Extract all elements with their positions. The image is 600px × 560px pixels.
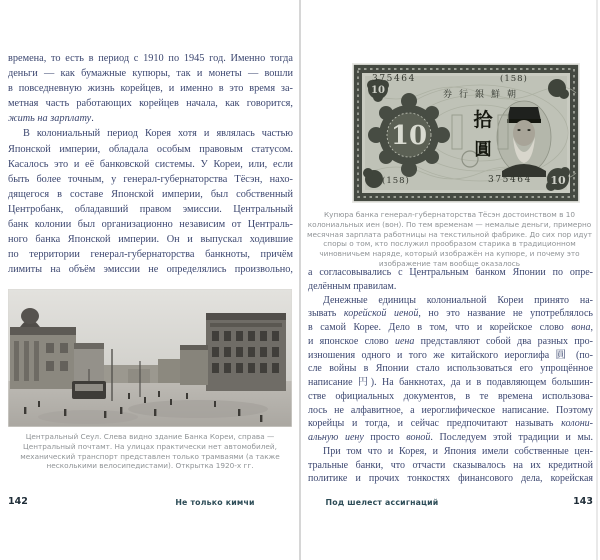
text-line: сле войны в Японии стало использоваться его упрощённое (308, 363, 593, 375)
body-text-left (8, 51, 293, 277)
text-line: тральные банки, что отчасти сказывалось на их кредитной (308, 459, 593, 471)
page-gutter (299, 0, 301, 560)
corner-10-top-left: 10 (371, 85, 385, 96)
banknote-caption: Купюра банка генерал-губернаторства Тёсэн достоинством в 10 колониальных иен (вон). По тем временам — немалые деньги, примерно месячная зарплата работницы на текстильной фабрике. До сих пор идут споры о том, кто послужил прообразом старика в традиционном чиновничьем наряде, который изображён на купюре, и почему это изображение там вообще оказалось (307, 210, 592, 268)
banknote-plate-top: (158) (500, 74, 528, 84)
text-line: Касалось это и её банковской системы. У Кореи, или, если (8, 158, 293, 170)
banknote-value-character-top: 拾 (473, 109, 493, 131)
text-line: зывать корейской иеной, но это название не употреблялось (308, 308, 593, 320)
banknote-value-character-bottom: 圓 (474, 140, 492, 160)
text-line: Японской империи, обладала особым правовым статусом. (8, 143, 293, 155)
text-line: политике и прочих тонкостях финансового дела, корейская (308, 473, 593, 485)
banknote-plate-bottom: (158) (382, 176, 410, 186)
text-line: метная часть работающих корейцев начала, как говорится, (8, 98, 293, 110)
text-line: В колониальный период Корея хотя и являлась частью (23, 128, 293, 140)
text-line: Центробанк, обладавший правом эмиссии. Центральный (8, 203, 293, 215)
text-line: времена, то есть в период с 1910 по 1945 год. Именно тогда (8, 53, 293, 64)
text-line: а согласовывались с Центральным банком Японии по опре- (308, 267, 593, 278)
banknote-serial-top: 375464 (372, 74, 416, 84)
text-line: банк колонии был организационно независим от Централь- (8, 219, 293, 231)
text-line: и японское слово иена представляют собой два разных про- (308, 335, 593, 347)
running-title-right: Под шелест ассигнаций (325, 498, 439, 507)
text-line: альную иену просто воной. Последуем этой традиции и мы. (308, 432, 593, 443)
body-text-right (308, 266, 593, 486)
text-line: делённым правилам. (308, 280, 397, 292)
photo-caption: Центральный Сеул. Слева видно здание Банка Кореи, справа — Центральный почтамт. На улицах практически нет автомобилей, механический транспорт представлен только трамваями (а также несколькими велосипедистами). Открытка 1920-х гг. (20, 432, 280, 471)
banknote-big-10: 10 (390, 121, 428, 151)
text-line: При том что и Корея, и Япония имели собственные цен- (323, 445, 593, 457)
text-line: дящегося в составе Японской империи, был собственный (8, 188, 293, 200)
text-line: стве официальных документов, в те времена использова- (308, 390, 593, 402)
banknote-bank-title: 券行銀鮮朝 (442, 90, 523, 100)
page-number-left: 142 (8, 496, 28, 507)
text-line: изношения одного и того же китайского иероглифа 圓 (по- (308, 349, 593, 361)
text-line: лось не алфавитное, а иероглифическое написание. Поэтому (308, 404, 593, 416)
page-number-right: 143 (573, 496, 593, 507)
text-line: корейцы и тогда, и сейчас предпочитают называть колони- (308, 418, 593, 430)
text-line: лимиты на объём эмиссии не определялись произвольно, (8, 264, 293, 276)
banknote-image (352, 63, 580, 203)
running-title-left: Не только кимчи (175, 498, 255, 507)
text-line: в самой Корее. Дело в том, что и корейское слово вона, (308, 322, 593, 333)
text-line: ного банка Японской империи. Он и выпускал ходившие (8, 234, 293, 246)
seoul-postcard-photo (8, 289, 292, 427)
text-line: написание 円). На банкнотах, да и в подавляющем большин- (308, 377, 593, 388)
text-line: в повседневную жизнь корейцев, и именно в это время за- (8, 83, 293, 95)
text-line: жить на зарплату. (8, 113, 94, 125)
banknote-serial-bottom: 375464 (488, 175, 532, 185)
text-line: быть более точным, у генерал-губернаторства Тёсэн, нахо- (8, 173, 293, 185)
text-line: по территории генерал-губернаторства банкноты, причём (8, 249, 293, 261)
page-edge (596, 0, 598, 560)
corner-10-bottom-right: 10 (550, 174, 566, 187)
text-line: Денежные единицы колониальной Кореи принято на- (323, 294, 593, 306)
text-line: деньги — как бумажные купюры, так и монеты — вошли (8, 68, 293, 80)
